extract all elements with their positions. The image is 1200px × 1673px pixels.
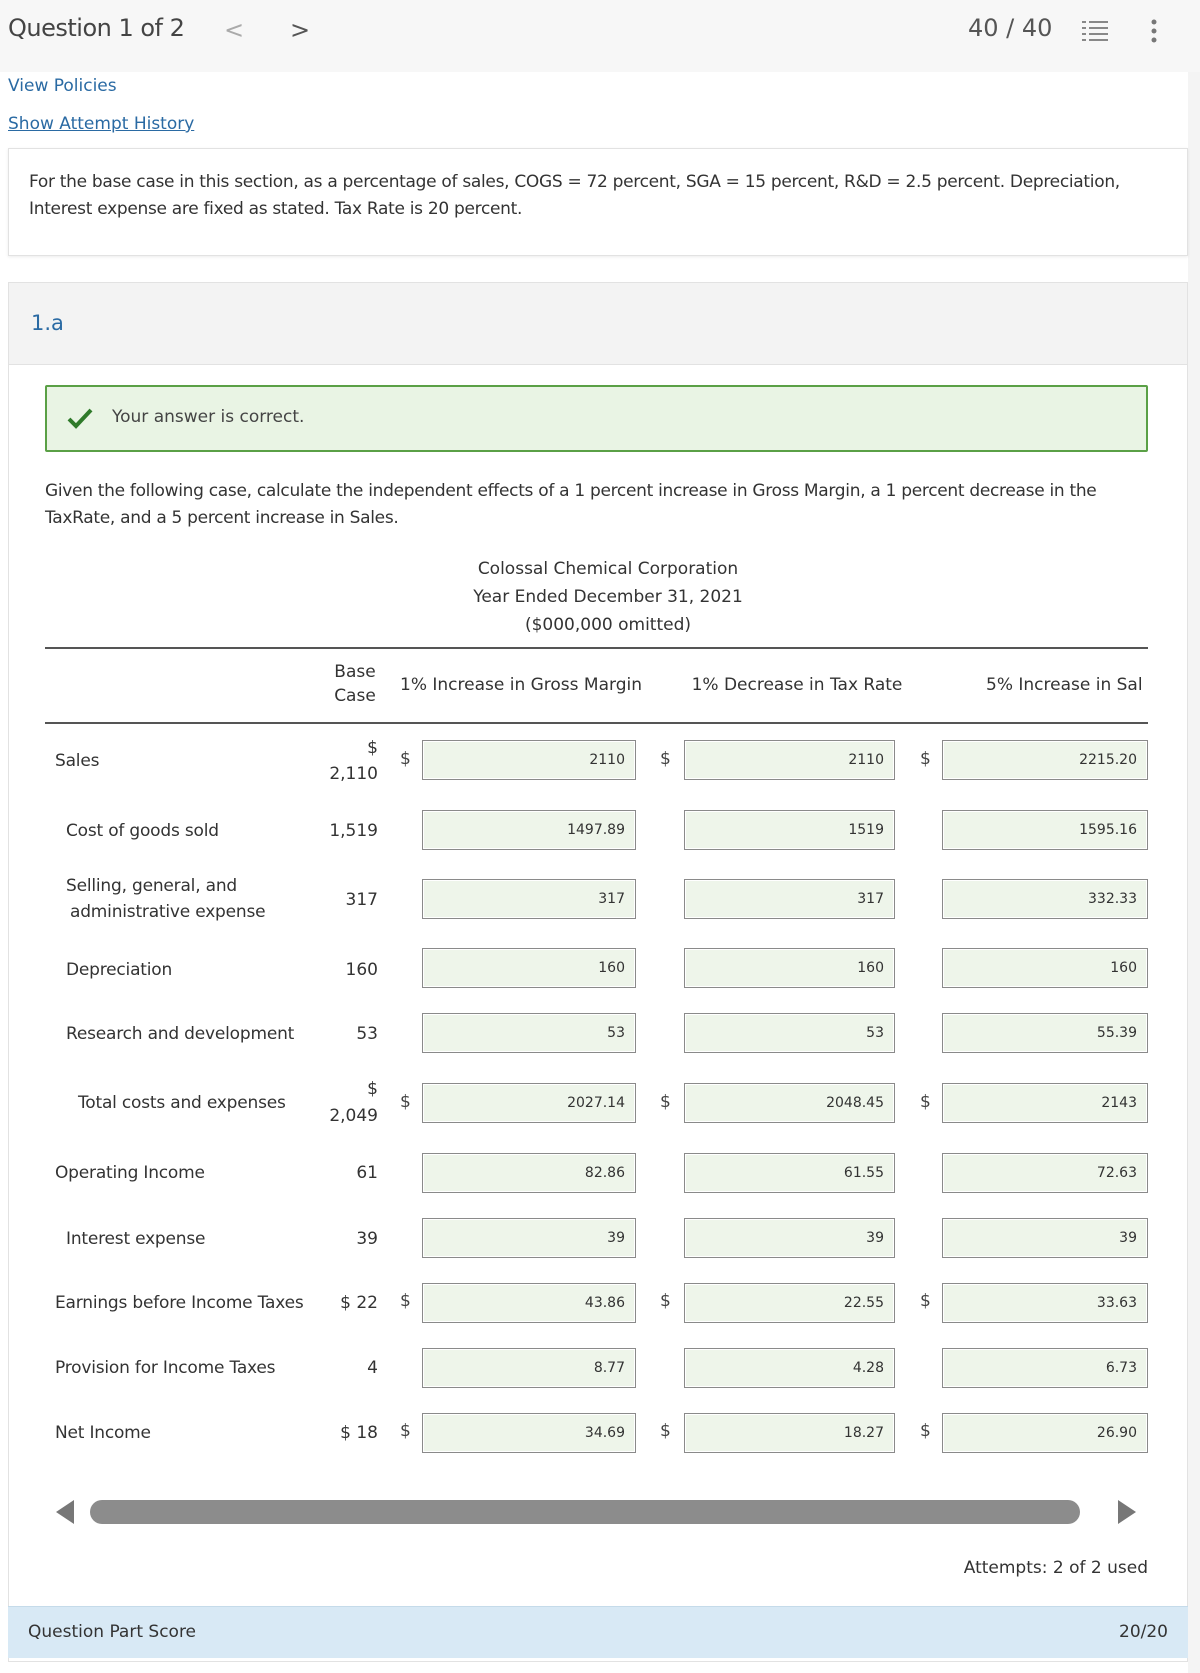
base-value: 2,110 xyxy=(329,764,378,784)
base-value: 2,049 xyxy=(329,1106,378,1126)
sga-gross-margin-input[interactable]: 317 xyxy=(422,879,636,919)
next-question-button[interactable]: > xyxy=(290,16,311,44)
interest-tax-rate-input[interactable]: 39 xyxy=(684,1218,895,1258)
col-header-base-line1: Base xyxy=(334,662,376,682)
feedback-text: Your answer is correct. xyxy=(112,407,305,427)
col-header-gross-margin: 1% Increase in Gross Margin xyxy=(400,675,642,695)
operating-income-gross-margin-input[interactable]: 82.86 xyxy=(422,1153,636,1193)
score-value: 20/20 xyxy=(1119,1622,1168,1642)
col-header-base-line2: Case xyxy=(334,686,376,706)
cogs-gross-margin-input[interactable]: 1497.89 xyxy=(422,810,636,850)
list-icon[interactable] xyxy=(1082,18,1108,44)
dollar-sign: $ xyxy=(920,1421,931,1441)
row-label-depreciation: Depreciation xyxy=(66,960,173,980)
base-value: 53 xyxy=(356,1024,378,1044)
row-label-taxes: Provision for Income Taxes xyxy=(55,1358,276,1378)
rd-tax-rate-input[interactable]: 53 xyxy=(684,1013,895,1053)
scroll-right-arrow-icon[interactable] xyxy=(1118,1500,1136,1524)
scroll-left-arrow-icon[interactable] xyxy=(56,1500,74,1524)
depreciation-sales-increase-input[interactable]: 160 xyxy=(942,948,1148,988)
col-header-sales: 5% Increase in Sal xyxy=(986,675,1143,695)
units-note: ($000,000 omitted) xyxy=(524,615,692,635)
dollar-sign: $ xyxy=(400,749,411,769)
question-part-score-bar xyxy=(8,1606,1188,1658)
horizontal-scrollbar-thumb[interactable] xyxy=(90,1500,1080,1524)
row-label-cogs: Cost of goods sold xyxy=(66,821,219,841)
ebt-gross-margin-input[interactable]: 43.86 xyxy=(422,1283,636,1323)
interest-sales-increase-input[interactable]: 39 xyxy=(942,1218,1148,1258)
interest-gross-margin-input[interactable]: 39 xyxy=(422,1218,636,1258)
taxes-tax-rate-input[interactable]: 4.28 xyxy=(684,1348,895,1388)
base-value: 160 xyxy=(345,960,378,980)
row-label-interest: Interest expense xyxy=(66,1229,206,1249)
more-vertical-icon[interactable] xyxy=(1150,18,1158,44)
dollar-sign: $ xyxy=(920,1092,931,1112)
base-value: 1,519 xyxy=(329,821,378,841)
sga-sales-increase-input[interactable]: 332.33 xyxy=(942,879,1148,919)
check-icon xyxy=(67,407,93,429)
dollar-sign: $ xyxy=(920,749,931,769)
question-text: Given the following case, calculate the independent effects of a 1 percent increase in Gross Margin, a 1 percent decrease in the TaxRate, and a 5 percent increase in Sales. xyxy=(45,481,1097,528)
row-label-total-costs: Total costs and expenses xyxy=(78,1093,286,1113)
col-header-base xyxy=(330,660,380,708)
table-header-rule xyxy=(45,722,1148,724)
rd-gross-margin-input[interactable]: 53 xyxy=(422,1013,636,1053)
question-counter: Question 1 of 2 xyxy=(8,14,185,42)
base-value: $ 22 xyxy=(340,1293,378,1313)
part-label: 1.a xyxy=(31,311,64,335)
total-costs-gross-margin-input[interactable]: 2027.14 xyxy=(422,1083,636,1123)
row-label-sga-line2: administrative expense xyxy=(70,902,266,922)
taxes-sales-increase-input[interactable]: 6.73 xyxy=(942,1348,1148,1388)
total-costs-tax-rate-input[interactable]: 2048.45 xyxy=(684,1083,895,1123)
top-bar xyxy=(0,0,1200,72)
base-value: 61 xyxy=(356,1163,378,1183)
col-header-tax-rate: 1% Decrease in Tax Rate xyxy=(691,675,903,695)
sga-tax-rate-input[interactable]: 317 xyxy=(684,879,895,919)
row-label-net-income: Net Income xyxy=(55,1423,151,1443)
sales-tax-rate-input[interactable]: 2110 xyxy=(684,740,895,780)
cogs-tax-rate-input[interactable]: 1519 xyxy=(684,810,895,850)
rd-sales-increase-input[interactable]: 55.39 xyxy=(942,1013,1148,1053)
dollar-sign: $ xyxy=(400,1291,411,1311)
table-top-rule xyxy=(45,647,1148,649)
sales-gross-margin-input[interactable]: 2110 xyxy=(422,740,636,780)
base-dollar: $ xyxy=(367,1079,378,1099)
previous-question-button[interactable]: < xyxy=(224,16,245,44)
base-value: 39 xyxy=(356,1229,378,1249)
row-label-operating-income: Operating Income xyxy=(55,1163,205,1183)
feedback-banner xyxy=(45,385,1148,452)
base-value: 4 xyxy=(367,1358,378,1378)
ebt-sales-increase-input[interactable]: 33.63 xyxy=(942,1283,1148,1323)
net-income-sales-increase-input[interactable]: 26.90 xyxy=(942,1413,1148,1453)
show-attempt-history-link[interactable]: Show Attempt History xyxy=(8,114,195,134)
dollar-sign: $ xyxy=(660,1092,671,1112)
depreciation-gross-margin-input[interactable]: 160 xyxy=(422,948,636,988)
part-header xyxy=(9,283,1187,365)
net-income-gross-margin-input[interactable]: 34.69 xyxy=(422,1413,636,1453)
row-label-sales: Sales xyxy=(55,751,100,771)
dollar-sign: $ xyxy=(660,1421,671,1441)
row-label-rd: Research and development xyxy=(66,1024,295,1044)
cogs-sales-increase-input[interactable]: 1595.16 xyxy=(942,810,1148,850)
total-score: 40 / 40 xyxy=(968,14,1053,42)
dollar-sign: $ xyxy=(400,1092,411,1112)
base-value: 317 xyxy=(345,890,378,910)
dollar-sign: $ xyxy=(660,749,671,769)
ebt-tax-rate-input[interactable]: 22.55 xyxy=(684,1283,895,1323)
base-dollar: $ xyxy=(367,738,378,758)
score-label: Question Part Score xyxy=(28,1622,197,1642)
operating-income-tax-rate-input[interactable]: 61.55 xyxy=(684,1153,895,1193)
dollar-sign: $ xyxy=(400,1421,411,1441)
row-label-sga-line1: Selling, general, and xyxy=(66,876,237,896)
total-costs-sales-increase-input[interactable]: 2143 xyxy=(942,1083,1148,1123)
taxes-gross-margin-input[interactable]: 8.77 xyxy=(422,1348,636,1388)
sales-sales-increase-input[interactable]: 2215.20 xyxy=(942,740,1148,780)
row-label-ebt: Earnings before Income Taxes xyxy=(55,1293,304,1313)
view-policies-link[interactable]: View Policies xyxy=(8,76,117,96)
question-intro xyxy=(8,148,1188,256)
depreciation-tax-rate-input[interactable]: 160 xyxy=(684,948,895,988)
dollar-sign: $ xyxy=(920,1291,931,1311)
table-title xyxy=(408,555,808,639)
base-value: $ 18 xyxy=(340,1423,378,1443)
company-name: Colossal Chemical Corporation xyxy=(477,559,739,579)
attempts-counter: Attempts: 2 of 2 used xyxy=(963,1558,1148,1578)
net-income-tax-rate-input[interactable]: 18.27 xyxy=(684,1413,895,1453)
intro-text: For the base case in this section, as a percentage of sales, COGS = 72 percent, SGA = 15 percent, R&D = 2.5 percent. Depreciation, Interest expense are fixed as stated. Tax Rate is 20 percent. xyxy=(29,172,1120,219)
period: Year Ended December 31, 2021 xyxy=(473,587,743,607)
dollar-sign: $ xyxy=(660,1291,671,1311)
operating-income-sales-increase-input[interactable]: 72.63 xyxy=(942,1153,1148,1193)
